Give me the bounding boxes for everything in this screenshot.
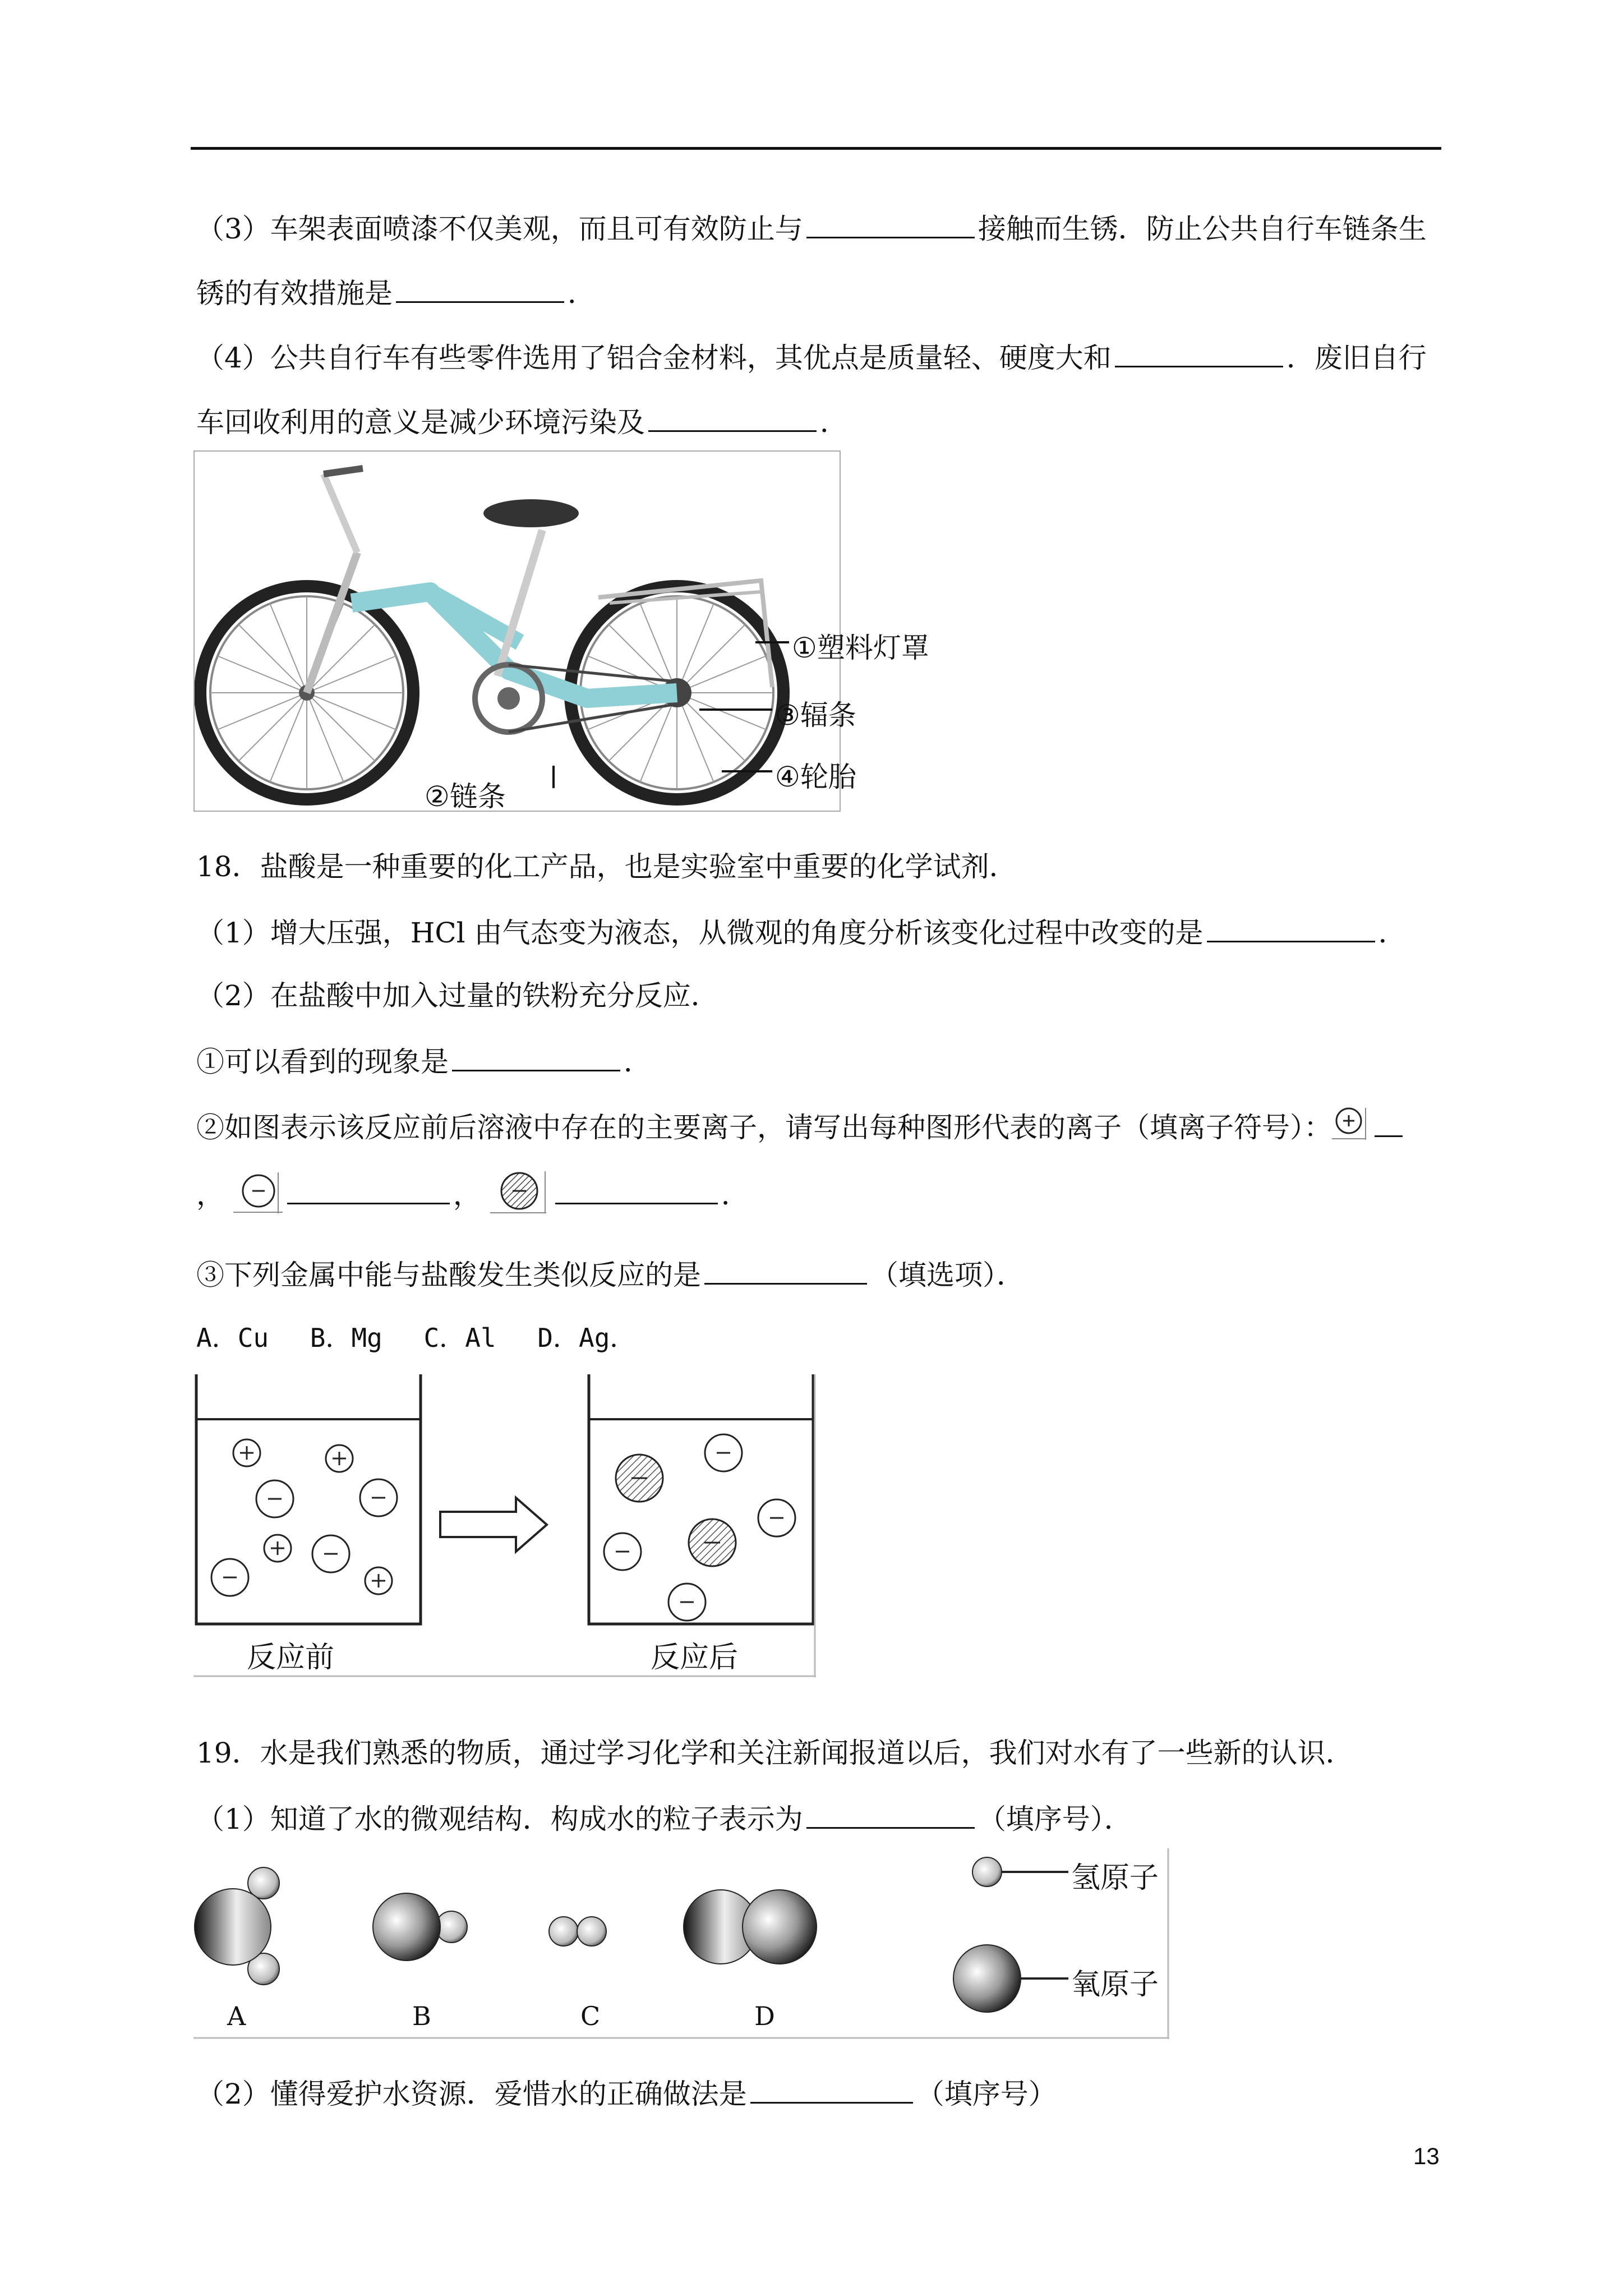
label-spokes: ③辐条 (775, 699, 856, 731)
q17-p3-text-b: 接触而生锈．防止公共自行车链条生 (978, 213, 1427, 245)
ferrous-ion-icon (490, 1170, 552, 1225)
q17-part4-line2 (196, 401, 848, 442)
page-number: 13 (1413, 2143, 1440, 2169)
q19-p1-end: （填序号）． (978, 1803, 1132, 1835)
punct: ， (196, 1179, 224, 1211)
legend-oxygen: 氧原子 (1071, 1968, 1159, 2001)
q19-p2-text: （2）懂得爱护水资源．爱惜水的正确做法是 (196, 2078, 747, 2110)
punct: ． (820, 406, 848, 439)
answer-blank[interactable] (396, 272, 564, 303)
q18-p1-text: （1）增大压强，HCl 由气态变为液态，从微观的角度分析该变化过程中改变的是 (196, 917, 1204, 949)
q18-part2: （2）在盐酸中加入过量的铁粉充分反应． (196, 979, 719, 1012)
q18-sub3 (196, 1254, 1025, 1295)
q18-options[interactable]: A．Cu B．Mg C．Al D．Ag． (196, 1323, 636, 1353)
q17-p4-text-a: （4）公共自行车有些零件选用了铝合金材料，其优点是质量轻、硬度大和 (196, 342, 1112, 374)
q17-part3-line2 (196, 272, 596, 313)
q18-s1-text: ①可以看到的现象是 (196, 1046, 449, 1078)
bicycle-figure (193, 450, 929, 813)
answer-blank[interactable] (704, 1254, 867, 1285)
q18-stem: 18．盐酸是一种重要的化工产品，也是实验室中重要的化学试剂． (196, 850, 1017, 883)
q17-p3-text-c: 锈的有效措施是 (196, 277, 393, 310)
punct: ． (568, 277, 596, 310)
q19-stem: 19．水是我们熟悉的物质，通过学习化学和关注新闻报道以后，我们对水有了一些新的认识． (196, 1737, 1354, 1769)
q19-part1 (196, 1798, 1132, 1839)
molecule-figure (193, 1848, 1169, 2039)
q17-p4-text-b: ．废旧自行 (1286, 342, 1427, 374)
q18-s2-text: ②如图表示该反应前后溶液中存在的主要离子，请写出每种图形代表的离子（填离子符号）： (196, 1111, 1332, 1144)
q17-p4-text-c: 车回收利用的意义是减少环境污染及 (196, 406, 645, 439)
q18-sub2-line1 (196, 1105, 1406, 1154)
q18-s3-text: ③下列金属中能与盐酸发生类似反应的是 (196, 1259, 701, 1291)
label-after: 反应后 (651, 1641, 739, 1674)
q17-part3-line1 (196, 208, 1427, 249)
q17-p3-text-a: （3）车架表面喷漆不仅美观，而且可有效防止与 (196, 213, 803, 245)
answer-blank[interactable] (1207, 912, 1375, 942)
legend-hydrogen: 氢原子 (1071, 1861, 1159, 1895)
label-plastic-lampshade: ①塑料灯罩 (792, 632, 929, 664)
molecule-label-c: C (580, 2001, 601, 2031)
label-before: 反应前 (247, 1641, 335, 1674)
punct: ． (624, 1046, 652, 1078)
answer-blank[interactable] (1375, 1106, 1403, 1137)
label-chain: ②链条 (425, 780, 506, 813)
bicycle-illustration (195, 452, 840, 811)
answer-blank[interactable] (806, 1798, 975, 1829)
answer-blank[interactable] (1115, 337, 1283, 367)
answer-blank[interactable] (452, 1041, 620, 1071)
q18-sub2-line2 (196, 1170, 749, 1225)
punct: ． (721, 1179, 749, 1211)
cation-icon (1332, 1105, 1371, 1154)
header-rule (191, 147, 1441, 150)
molecule-label-a: A (227, 2001, 246, 2031)
q18-part1 (196, 912, 1407, 953)
punct: ． (1378, 917, 1407, 949)
ion-reaction-figure (193, 1374, 816, 1677)
q19-part2 (196, 2073, 1057, 2114)
answer-blank[interactable] (555, 1174, 718, 1204)
anion-icon (233, 1170, 284, 1225)
answer-blank[interactable] (750, 2073, 913, 2104)
molecule-illustration (193, 1848, 1169, 2039)
answer-blank[interactable] (287, 1174, 450, 1204)
q19-p2-end: （填序号） (916, 2078, 1057, 2110)
q18-s3-end: （填选项）． (870, 1259, 1025, 1291)
molecule-label-b: B (412, 2001, 431, 2031)
q18-sub1 (196, 1041, 652, 1082)
q19-p1-text: （1）知道了水的微观结构．构成水的粒子表示为 (196, 1803, 803, 1835)
q17-part4-line1 (196, 337, 1427, 378)
label-tire: ④轮胎 (775, 761, 856, 793)
molecule-label-d: D (754, 2001, 775, 2031)
ion-reaction-illustration (193, 1374, 816, 1677)
answer-blank[interactable] (648, 401, 817, 432)
punct: ， (453, 1179, 481, 1211)
answer-blank[interactable] (806, 208, 975, 238)
